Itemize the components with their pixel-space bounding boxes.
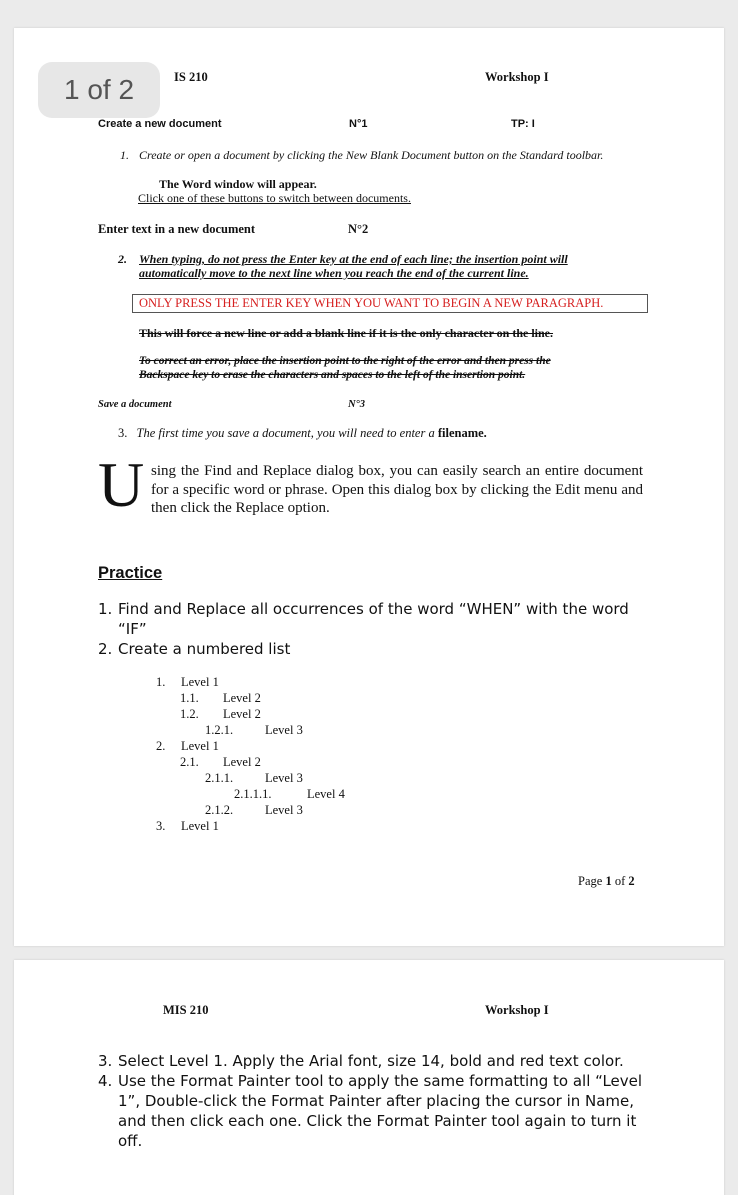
header-workshop: Workshop I [485, 1003, 549, 1017]
page-2-item-4 [98, 1071, 648, 1151]
list-item-label: Level 2 [223, 755, 261, 769]
list-item-text: Select Level 1. Apply the Arial font, size 14, bold and red text color. [118, 1052, 624, 1070]
list-item-number: 2.1. [180, 755, 199, 769]
force-new-line-note: This will force a new line or add a blank line if it is the only character on the line. [139, 326, 554, 340]
list-item-label: Level 1 [181, 819, 219, 833]
step-3-text: The first time you save a document, you will need to enter a [136, 426, 435, 440]
list-item-number: 2.1.2. [205, 803, 234, 817]
list-item-level-3 [205, 803, 303, 818]
list-item-number: 3. [98, 1052, 113, 1070]
list-item-number: 2.1.1.1. [234, 787, 272, 801]
practice-item-2 [98, 639, 638, 659]
page-2-list [98, 1051, 648, 1151]
list-item-level-2 [180, 707, 261, 722]
correct-error-line-1: To correct an error, place the insertion point to the right of the error and then press the [139, 355, 551, 367]
step-1-text: Create or open a document by clicking the New Blank Document button on the Standard toolbar. [139, 148, 604, 162]
list-item-number: 3. [156, 819, 166, 833]
document-page-1 [14, 28, 724, 946]
header-course: IS 210 [174, 70, 208, 84]
list-item-label: Level 3 [265, 803, 303, 817]
section-1-title: Create a new document [98, 118, 222, 130]
list-item-label: Level 1 [181, 739, 219, 753]
page-counter-badge: 1 of 2 [38, 62, 160, 118]
list-item-level-4 [234, 787, 345, 802]
practice-list [98, 599, 638, 659]
list-item-label: Level 3 [265, 723, 303, 737]
practice-item-text: Create a numbered list [118, 640, 291, 658]
section-1-number: N°1 [349, 118, 368, 130]
footer-total-pages: 2 [628, 874, 635, 888]
list-item-number: 1.1. [180, 691, 199, 705]
switch-documents-note: Click one of these buttons to switch between documents. [138, 191, 411, 205]
header-workshop: Workshop I [485, 70, 549, 84]
list-item-level-3 [205, 723, 303, 738]
section-1-tp: TP: I [511, 118, 535, 130]
step-1-number: 1. [120, 148, 129, 162]
list-item-label: Level 2 [223, 707, 261, 721]
step-3 [118, 426, 487, 441]
enter-key-warning-box: ONLY PRESS THE ENTER KEY WHEN YOU WANT TO BEGIN A NEW PARAGRAPH. [132, 294, 648, 313]
footer-current-page: 1 [605, 874, 612, 888]
step-3-filename: filename. [437, 426, 487, 440]
practice-item-1 [98, 599, 638, 639]
section-3-number: N°3 [348, 399, 366, 410]
list-item-label: Level 3 [265, 771, 303, 785]
list-item-number: 2.1.1. [205, 771, 234, 785]
document-page-2 [14, 960, 724, 1195]
drop-cap-letter: U [98, 449, 145, 520]
practice-item-number: 2. [98, 640, 113, 658]
practice-item-text: Find and Replace all occurrences of the word “WHEN” with the word “IF” [118, 600, 629, 638]
practice-item-number: 1. [98, 600, 113, 618]
list-item-level-2 [180, 691, 261, 706]
step-3-number: 3. [118, 426, 128, 440]
list-item-text: Use the Format Painter tool to apply the same formatting to all “Level 1”, Double-click the Format Painter after placing the cursor in Name, and then click each one. Click the Format Painter tool again to turn it off. [118, 1072, 643, 1150]
practice-heading: Practice [98, 564, 163, 582]
list-item-level-1 [156, 739, 219, 754]
correct-error-line-2: Backspace key to erase the characters and spaces to the left of the insertion point. [139, 369, 526, 381]
list-item-number: 4. [98, 1072, 113, 1090]
list-item-number: 1.2. [180, 707, 199, 721]
list-item-level-1 [156, 675, 219, 690]
list-item-label: Level 4 [307, 787, 345, 801]
list-item-label: Level 1 [181, 675, 219, 689]
word-window-note: The Word window will appear. [159, 177, 317, 191]
list-item-label: Level 2 [223, 691, 261, 705]
list-item-level-3 [205, 771, 303, 786]
footer-prefix: Page [578, 874, 606, 888]
section-3-title: Save a document [98, 399, 172, 410]
list-item-number: 2. [156, 739, 166, 753]
list-item-level-1 [156, 819, 219, 834]
find-replace-paragraph: sing the Find and Replace dialog box, you can easily search an entire document for a specific word or phrase. Open this dialog box by clicking the Edit menu and then click the Replace option. [151, 463, 643, 516]
page-2-item-3 [98, 1051, 648, 1071]
section-2-number: N°2 [348, 222, 369, 236]
step-2-number: 2. [118, 252, 127, 266]
step-2-line-1: When typing, do not press the Enter key at the end of each line; the insertion point will [139, 252, 568, 266]
list-item-number: 1.2.1. [205, 723, 234, 737]
list-item-number: 1. [156, 675, 166, 689]
section-2-title: Enter text in a new document [98, 222, 256, 236]
page-footer [578, 874, 635, 889]
list-item-level-2 [180, 755, 261, 770]
header-course: MIS 210 [163, 1003, 209, 1017]
footer-mid: of [611, 874, 629, 888]
step-2-line-2: automatically move to the next line when you reach the end of the current line. [139, 266, 529, 280]
